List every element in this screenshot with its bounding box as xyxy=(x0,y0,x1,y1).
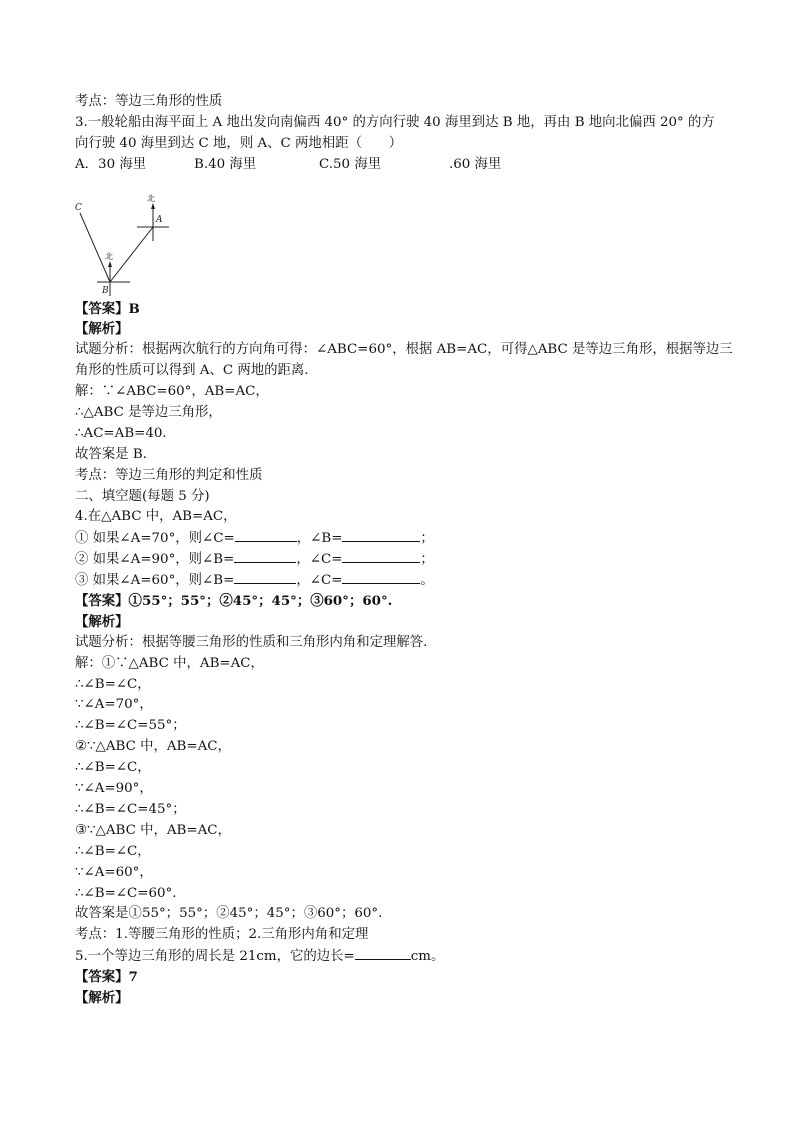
direction-diagram-svg xyxy=(75,193,195,297)
document-page xyxy=(75,92,735,1009)
q4-3-blank-c xyxy=(342,570,420,584)
segment-cb xyxy=(80,213,110,282)
analysis-4-line-1: 试题分析：根据等腰三角形的性质和三角形内角和定理解答. xyxy=(75,634,428,650)
solution-4-line-1: 解：①∵△ABC 中，AB=AC， xyxy=(75,655,264,671)
north-label-a: 北 xyxy=(147,193,155,203)
analysis-3-line-1: 试题分析：根据两次航行的方向角可得：∠ABC=60°，根据 AB=AC，可得△ABC 是等边三角形，根据等边三 xyxy=(75,342,733,358)
answer-5: 【答案】7 xyxy=(75,969,138,986)
analysis-4-heading: 【解析】 xyxy=(75,613,129,630)
q4-2-blank-c xyxy=(342,549,420,563)
label-a: A xyxy=(156,214,163,225)
q5-blank xyxy=(355,946,411,960)
solution-3-line-3: ∴AC=AB=40. xyxy=(75,425,167,441)
question-3-line-1: 3.一般轮船由海平面上 A 地出发向南偏西 40° 的方向行驶 40 海里到达 B 地，再由 B 地向北偏西 20° 的方 xyxy=(75,114,715,130)
analysis-3-line-2: 角形的性质可以得到 A、C 两地的距离. xyxy=(75,363,309,379)
option-b: B.40 海里 xyxy=(194,156,257,172)
kaodian-4: 考点：1.等腰三角形的性质；2.三角形内角和定理 xyxy=(75,927,369,943)
q4-1-text-b: ，∠B= xyxy=(296,531,343,547)
segment-ba xyxy=(110,227,153,282)
section-2-heading: 二、填空题(每题 5 分) xyxy=(75,488,210,504)
question-4-item-3 xyxy=(75,570,735,591)
question-4-item-1 xyxy=(75,528,735,549)
solution-4-line-6: ∴∠B=∠C， xyxy=(75,760,151,776)
question-4-item-2 xyxy=(75,549,735,570)
kaodian-3: 考点：等边三角形的判定和性质 xyxy=(75,467,263,483)
analysis-5-heading: 【解析】 xyxy=(75,989,129,1006)
question-3-options xyxy=(75,155,735,176)
question-4-stem: 4.在△ABC 中，AB=AC， xyxy=(75,509,237,525)
solution-4-line-13: 故答案是①55°；55°；②45°；45°；③60°；60°. xyxy=(75,906,383,922)
option-d: .60 海里 xyxy=(449,156,502,172)
q4-3-text-b: ，∠C= xyxy=(296,573,343,589)
q4-1-blank-c xyxy=(235,528,297,542)
q4-2-blank-b xyxy=(234,549,296,563)
question-5 xyxy=(75,946,735,967)
solution-4-line-5: ②∵△ABC 中，AB=AC， xyxy=(75,739,231,755)
north-label-b: 北 xyxy=(105,251,113,261)
q4-1-text-a: ① 如果∠A=70°，则∠C= xyxy=(75,531,235,547)
solution-3-line-2: ∴△ABC 是等边三角形， xyxy=(75,405,222,421)
b-north-arrow-icon xyxy=(108,261,112,267)
q5-text-a: 5.一个等边三角形的周长是 21cm，它的边长= xyxy=(75,949,355,965)
q4-3-text-a: ③ 如果∠A=60°，则∠B= xyxy=(75,573,235,589)
question-3-line-2: 向行驶 40 海里到达 C 地，则 A、C 两地相距（ ） xyxy=(75,135,403,151)
solution-4-line-10: ∴∠B=∠C， xyxy=(75,843,151,859)
solution-4-line-8: ∴∠B=∠C=45°； xyxy=(75,801,186,817)
q4-2-text-b: ，∠C= xyxy=(296,552,343,568)
analysis-3-heading: 【解析】 xyxy=(75,321,129,338)
q4-3-blank-b xyxy=(234,570,296,584)
q4-2-text-c: ； xyxy=(420,552,434,568)
solution-3-line-1: 解：∵∠ABC=60°，AB=AC， xyxy=(75,384,269,400)
solution-4-line-4: ∴∠B=∠C=55°； xyxy=(75,718,186,734)
option-a: A．30 海里 xyxy=(75,156,147,172)
label-b: B xyxy=(102,285,109,296)
answer-4: 【答案】①55°；55°；②45°；45°；③60°；60°. xyxy=(75,593,393,610)
q5-text-b: cm。 xyxy=(410,949,445,965)
q4-1-blank-b xyxy=(342,528,420,542)
q4-1-text-c: ； xyxy=(420,531,434,547)
q4-2-text-a: ② 如果∠A=90°，则∠B= xyxy=(75,552,235,568)
solution-4-line-2: ∴∠B=∠C， xyxy=(75,676,151,692)
solution-4-line-11: ∵∠A=60°， xyxy=(75,864,153,880)
kaodian-1: 考点：等边三角形的性质 xyxy=(75,94,223,109)
solution-4-line-12: ∴∠B=∠C=60°. xyxy=(75,885,177,901)
solution-4-line-7: ∵∠A=90°， xyxy=(75,781,153,797)
direction-diagram xyxy=(75,193,195,297)
label-c: C xyxy=(75,202,82,213)
answer-3: 【答案】B xyxy=(75,300,140,317)
solution-3-line-4: 故答案是 B. xyxy=(75,446,147,462)
option-c: C.50 海里 xyxy=(319,156,382,172)
q4-3-text-c: 。 xyxy=(420,573,434,589)
solution-4-line-3: ∵∠A=70°， xyxy=(75,697,153,713)
a-north-arrow-icon xyxy=(151,203,155,209)
solution-4-line-9: ③∵△ABC 中，AB=AC， xyxy=(75,822,231,838)
